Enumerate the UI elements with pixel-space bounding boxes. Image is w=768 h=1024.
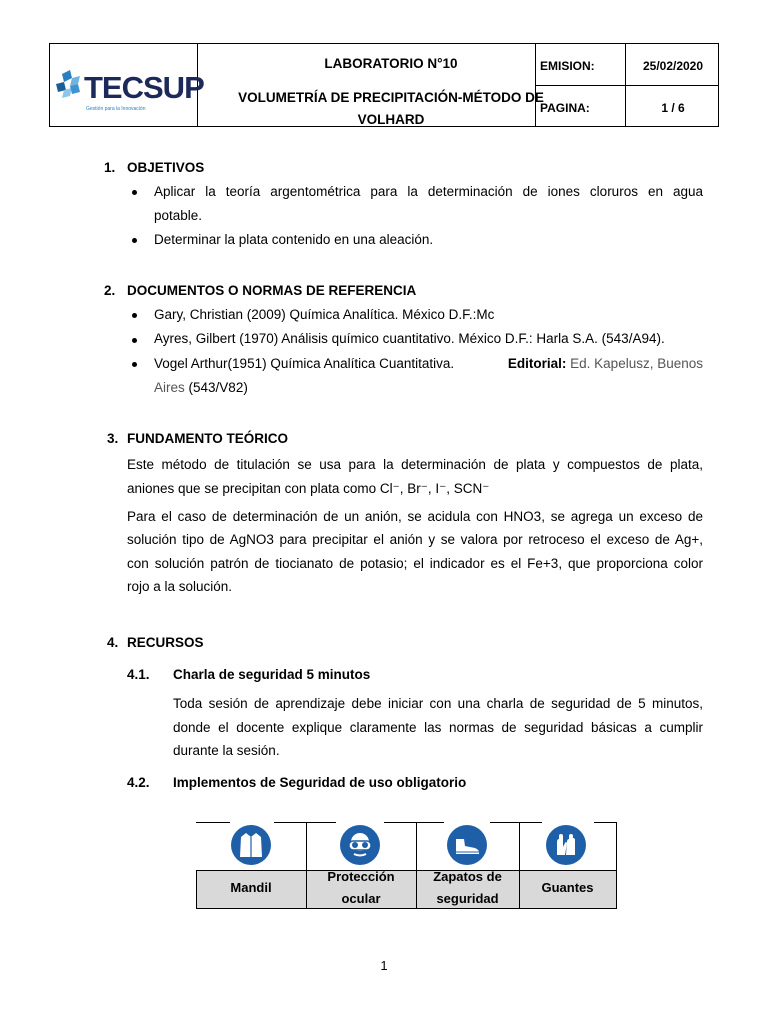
logo-text: TECSUP: [84, 70, 204, 105]
gloves-icon: [546, 825, 586, 865]
fundamento-p2-line4: rojo a la solución.: [127, 579, 233, 594]
bullet-dot: [132, 338, 137, 343]
safety-label-zapatos-line2: seguridad: [436, 891, 499, 906]
objetivo-2: Determinar la plata contenido en una aleación.: [154, 232, 434, 247]
tecsup-logo: [50, 44, 204, 128]
safety-label-guantes: Guantes: [541, 880, 594, 895]
reference-2: Ayres, Gilbert (1970) Análisis químico cuantitativo. México D.F.: Harla S.A. (543/A94).: [154, 331, 665, 346]
safety-equipment-table: [196, 822, 617, 909]
objetivo-1-line1: Aplicar la teoría argentométrica para la determinación de iones cloruros en agua: [154, 184, 703, 199]
safety-label-mandil: Mandil: [230, 880, 272, 895]
safety-label-zapatos-line1: Zapatos de: [433, 869, 502, 884]
section-title-fundamento: FUNDAMENTO TEÓRICO: [127, 431, 288, 446]
page-number: 1: [380, 958, 388, 973]
section-number-4: 4.: [107, 635, 119, 650]
charla-line3: durante la sesión.: [173, 743, 280, 758]
safety-label-proteccion-line2: ocular: [341, 891, 381, 906]
bullet-dot: [132, 190, 137, 195]
subsection-title-4-1: Charla de seguridad 5 minutos: [173, 667, 371, 682]
section-title-documentos: DOCUMENTOS O NORMAS DE REFERENCIA: [127, 283, 417, 298]
fundamento-p1-line1: Este método de titulación se usa para la determinación de plata y compuestos de plata,: [127, 457, 703, 472]
reference-3-line2: [154, 376, 703, 400]
reference-3-title: Vogel Arthur(1951) Química Analítica Cuantitativa.: [154, 356, 455, 371]
reference-3-editorial: Ed. Kapelusz, Buenos: [570, 356, 703, 371]
fundamento-p2-line3: con solución patrón de tiocianato de potasio; el indicador es el Fe+3, que proporciona color: [127, 556, 703, 571]
subsection-number-4-2: 4.2.: [127, 775, 150, 790]
section-number-3: 3.: [107, 431, 119, 446]
emision-value: 25/02/2020: [642, 59, 704, 73]
lab-title-line1: VOLUMETRÍA DE PRECIPITACIÓN-MÉTODO DE: [238, 90, 544, 105]
pagina-label: PAGINA:: [540, 101, 590, 115]
section-number-1: 1.: [104, 160, 116, 175]
reference-1: Gary, Christian (2009) Química Analítica. México D.F.:Mc: [154, 307, 495, 322]
section-title-objetivos: OBJETIVOS: [127, 160, 205, 175]
bullet-dot: [132, 313, 137, 318]
safety-label-proteccion-line1: Protección: [327, 869, 395, 884]
emision-label: EMISION:: [540, 59, 595, 73]
document-header: [49, 43, 719, 127]
bullet-dot: [132, 238, 137, 243]
lab-title-line2: VOLHARD: [357, 112, 425, 127]
subsection-title-4-2: Implementos de Seguridad de uso obligatorio: [173, 775, 467, 790]
bullet-dot: [132, 362, 137, 367]
goggles-icon: [340, 825, 380, 865]
lab-coat-icon: [231, 825, 271, 865]
section-number-2: 2.: [104, 283, 116, 298]
logo-tagline: Gestión para la Innovación: [86, 106, 146, 112]
subsection-number-4-1: 4.1.: [127, 667, 150, 682]
objetivo-1-line2: potable.: [154, 208, 203, 223]
reference-3-editorial-label: Editorial:: [507, 356, 567, 371]
safety-shoe-icon: [447, 825, 487, 865]
reference-3-city: Aires: [154, 380, 185, 395]
fundamento-p1-line2: aniones que se precipitan con plata como Cl⁻, Br⁻, I⁻, SCN⁻: [127, 481, 490, 496]
section-title-recursos: RECURSOS: [127, 635, 204, 650]
fundamento-p2-line1: Para el caso de determinación de un anión, se acidula con HNO3, se agrega un exceso de: [127, 509, 703, 524]
fundamento-p2-line2: solución tipo de AgNO3 para precipitar el anión y se valora por retroceso el exceso de Ag+,: [127, 532, 703, 547]
reference-3-code: (543/V82): [188, 380, 248, 395]
charla-line1: Toda sesión de aprendizaje debe iniciar con una charla de seguridad de 5 minutos,: [173, 696, 703, 711]
lab-number: LABORATORIO N°10: [324, 56, 458, 71]
reference-3-line1: [154, 352, 703, 376]
pagina-value: 1 / 6: [661, 101, 685, 115]
charla-line2: donde el docente explique claramente las normas de seguridad básicas a cumplir: [173, 720, 703, 735]
